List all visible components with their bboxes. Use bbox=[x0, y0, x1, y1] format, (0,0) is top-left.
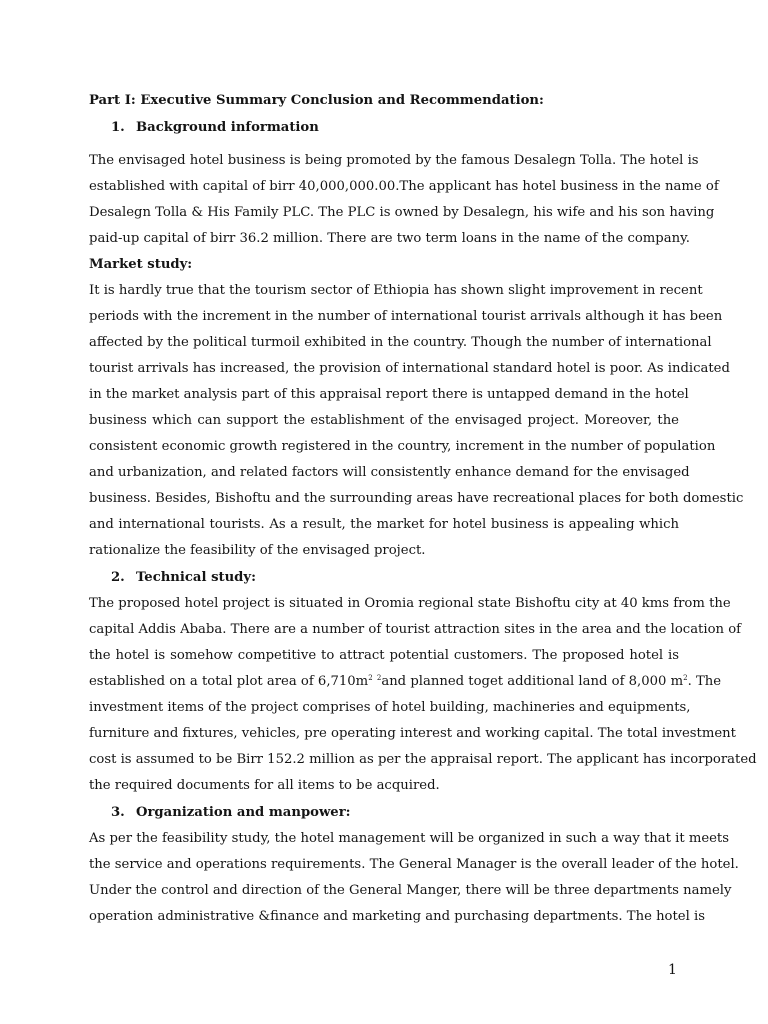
section-3-heading: Organization and manpower: bbox=[136, 805, 351, 820]
paragraph-line: established with capital of birr 40,000,000.00.The applicant has hotel business in the name of bbox=[89, 179, 719, 194]
paragraph-line: the service and operations requirements. The General Manager is the overall leader of the hotel. bbox=[89, 857, 739, 872]
paragraph-line: It is hardly true that the tourism sector of Ethiopia has shown slight improvement in recent bbox=[89, 283, 703, 298]
text-fragment: and planned toget additional land of 8,000 m bbox=[381, 674, 684, 689]
section-1-number: 1. bbox=[111, 120, 125, 135]
paragraph-line: capital Addis Ababa. There are a number of tourist attraction sites in the area and the location of bbox=[89, 622, 742, 637]
superscript: 2 bbox=[683, 674, 688, 682]
text-fragment: established on a total plot area of 6,710m bbox=[89, 674, 369, 689]
paragraph-line: furniture and fixtures, vehicles, pre operating interest and working capital. The total investment bbox=[89, 726, 736, 741]
paragraph-line: and urbanization, and related factors will consistently enhance demand for the envisaged bbox=[89, 465, 690, 480]
section-heading-market-study: Market study: bbox=[89, 257, 193, 272]
text-fragment: . The bbox=[687, 674, 722, 689]
paragraph-line: paid-up capital of birr 36.2 million. There are two term loans in the name of the company. bbox=[89, 231, 690, 246]
paragraph-line: The envisaged hotel business is being promoted by the famous Desalegn Tolla. The hotel is bbox=[89, 153, 699, 168]
paragraph-line: affected by the political turmoil exhibited in the country. Though the number of international bbox=[89, 335, 712, 350]
paragraph-line: in the market analysis part of this appraisal report there is untapped demand in the hotel bbox=[89, 387, 689, 402]
paragraph-line: Under the control and direction of the General Manger, there will be three departments namely bbox=[89, 883, 732, 898]
section-1-heading: Background information bbox=[136, 120, 319, 135]
paragraph-line: cost is assumed to be Birr 152.2 million as per the appraisal report. The applicant has incorporated bbox=[89, 752, 757, 767]
section-3-number: 3. bbox=[111, 805, 125, 820]
paragraph-line: As per the feasibility study, the hotel management will be organized in such a way that it meets bbox=[89, 831, 729, 846]
paragraph-line: Desalegn Tolla & His Family PLC. The PLC is owned by Desalegn, his wife and his son having bbox=[89, 205, 715, 220]
page-number: 1 bbox=[668, 962, 677, 978]
paragraph-line: rationalize the feasibility of the envisaged project. bbox=[89, 543, 426, 558]
paragraph-line: The proposed hotel project is situated in Oromia regional state Bishoftu city at 40 kms from the bbox=[89, 596, 731, 611]
section-2-number: 2. bbox=[111, 570, 125, 585]
paragraph-line: investment items of the project comprises of hotel building, machineries and equipments, bbox=[89, 700, 691, 715]
page-title: Part I: Executive Summary Conclusion and Recommendation: bbox=[89, 93, 544, 108]
paragraph-line: the required documents for all items to be acquired. bbox=[89, 778, 440, 793]
paragraph-line: and international tourists. As a result, the market for hotel business is appealing which bbox=[89, 517, 679, 532]
paragraph-line: consistent economic growth registered in the country, increment in the number of population bbox=[89, 439, 716, 454]
paragraph-line: business. Besides, Bishoftu and the surrounding areas have recreational places for both domestic bbox=[89, 491, 744, 506]
paragraph-line: tourist arrivals has increased, the provision of international standard hotel is poor. As indicated bbox=[89, 361, 730, 376]
superscript: 2 bbox=[376, 674, 382, 682]
superscript: 2 bbox=[368, 674, 373, 682]
paragraph-line: operation administrative &finance and marketing and purchasing departments. The hotel is bbox=[89, 909, 706, 924]
paragraph-line: business which can support the establishment of the envisaged project. Moreover, the bbox=[89, 413, 679, 428]
paragraph-line: the hotel is somehow competitive to attract potential customers. The proposed hotel is bbox=[89, 648, 679, 663]
paragraph-line-with-superscripts bbox=[89, 674, 722, 690]
paragraph-line: periods with the increment in the number of international tourist arrivals although it has been bbox=[89, 309, 723, 324]
section-2-heading: Technical study: bbox=[136, 570, 256, 585]
